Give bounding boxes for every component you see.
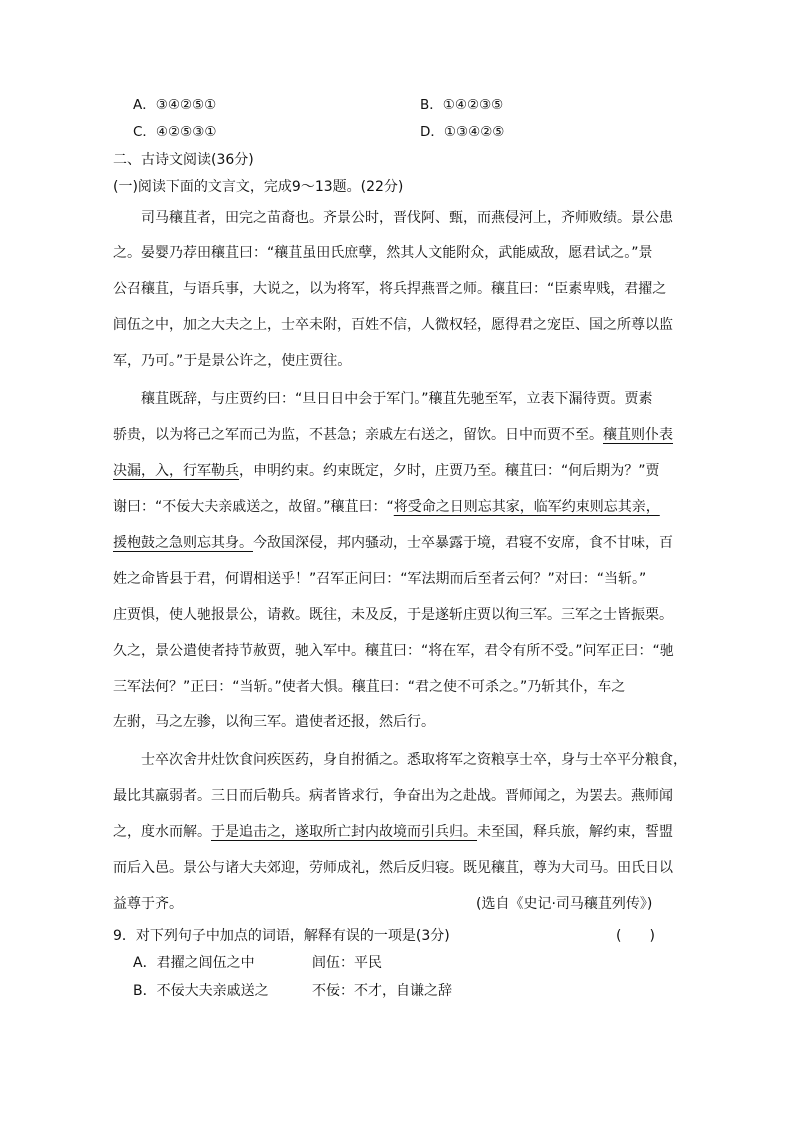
passage-text: 之，度水而解。 [113, 824, 211, 840]
passage-text: 骄贵，以为将己之军而己为监，不甚急；亲戚左右送之，留饮。日中而贾不至。 [113, 427, 603, 443]
passage-p2-line-2 [113, 425, 673, 445]
passage-p2-line-6: 姓之命皆县于君，何谓相送乎！”召军正问曰：“军法期而后至者云何？”对曰：“当斩。” [113, 571, 647, 587]
passage-p2-line-1: 穰苴既辞，与庄贾约曰：“旦日日中会于军门。”穰苴先驰至军，立表下漏待贾。贾素 [141, 391, 653, 407]
passage-p1-line-3: 公召穰苴，与语兵事，大说之，以为将军，将兵捍燕晋之师。穰苴曰：“臣素卑贱，君擢之 [113, 281, 667, 297]
passage-p2-line-3 [113, 461, 660, 481]
passage-text: ，申明约束。约束既定，夕时，庄贾乃至。穰苴曰：“何后期为？”贾 [239, 463, 660, 479]
passage-p2-line-4 [113, 497, 660, 517]
underlined-sentence: 将受命之日则忘其家，临军约束则忘其亲， [393, 499, 660, 515]
passage-p2-line-8: 久之，景公遣使者持节赦贾，驰入军中。穰苴曰：“将在军，君令有所不受。”问军正曰：“驰 [113, 643, 674, 659]
passage-text: 谢曰：“不佞大夫亲戚送之，故留。”穰苴曰：“ [113, 499, 394, 515]
option-a: A．③④②⑤① [133, 97, 217, 113]
passage-p1-line-1: 司马穰苴者，田完之苗裔也。齐景公时，晋伐阿、甄，而燕侵河上，齐师败绩。景公患 [141, 210, 673, 226]
q9-option-b-gloss: 不佞：不才，自谦之辞 [312, 983, 452, 999]
passage-p2-line-5 [113, 533, 673, 553]
question-9-stem: 9．对下列句子中加点的词语，解释有误的一项是(3分) [113, 928, 450, 944]
passage-p2-line-7: 庄贾惧，使人驰报景公，请救。既往，未及反，于是遂斩庄贾以徇三军。三军之士皆振栗。 [113, 607, 673, 623]
option-c: C．④②⑤③① [133, 124, 217, 140]
underlined-sentence: 援枹鼓之急则忘其身。 [113, 535, 253, 551]
section-heading: 二、古诗文阅读(36分) [113, 152, 254, 168]
passage-p1-line-5: 军，乃可。”于是景公许之，使庄贾往。 [113, 353, 352, 369]
passage-text: 今敌国深侵，邦内骚动，士卒暴露于境，君寝不安席，食不甘味，百 [253, 535, 673, 551]
passage-p2-line-10: 左驸，马之左骖，以徇三军。遣使者还报，然后行。 [113, 714, 435, 730]
option-b: B．①④②③⑤ [420, 97, 504, 113]
passage-p3-line-3 [113, 822, 673, 842]
passage-p3-line-5: 益尊于齐。 [113, 896, 183, 912]
passage-p3-line-2: 最比其羸弱者。三日而后勒兵。病者皆求行，争奋出为之赴战。晋师闻之，为罢去。燕师闻 [113, 788, 673, 804]
option-d: D．①③④②⑤ [420, 124, 505, 140]
passage-p3-line-4: 而后入邑。景公与诸大夫郊迎，劳师成礼，然后反归寝。既见穰苴，尊为大司马。田氏日以 [113, 860, 673, 876]
subsection-heading: (一)阅读下面的文言文，完成9～13题。(22分) [113, 179, 404, 195]
passage-source: (选自《史记·司马穰苴列传》) [476, 896, 653, 912]
passage-text: 未至国，释兵旅，解约束，誓盟 [477, 824, 673, 840]
q9-option-b-sentence: B．不佞大夫亲戚送之 [133, 983, 269, 999]
passage-p1-line-4: 闾伍之中，加之大夫之上，士卒未附，百姓不信，人微权轻，愿得君之宠臣、国之所尊以监 [113, 317, 673, 333]
answer-blank: ( ) [616, 928, 655, 944]
q9-option-a-gloss: 闾伍：平民 [312, 955, 382, 971]
underlined-sentence: 于是追击之，遂取所亡封内故境而引兵归。 [211, 824, 477, 840]
underlined-sentence: 穰苴则仆表 [603, 427, 673, 443]
passage-p1-line-2: 之。晏婴乃荐田穰苴曰：“穰苴虽田氏庶孽，然其人文能附众，武能威敌，愿君试之。”景 [113, 245, 653, 261]
passage-p2-line-9: 三军法何？”正曰：“当斩。”使者大惧。穰苴曰：“君之使不可杀之。”乃斩其仆，车之 [113, 679, 626, 695]
q9-option-a-sentence: A．君擢之闾伍之中 [133, 955, 255, 971]
passage-p3-line-1: 士卒次舍井灶饮食问疾医药，身自拊循之。悉取将军之资粮享士卒，身与士卒平分粮食， [141, 752, 687, 768]
underlined-sentence: 决漏，入，行军勒兵 [113, 463, 239, 479]
